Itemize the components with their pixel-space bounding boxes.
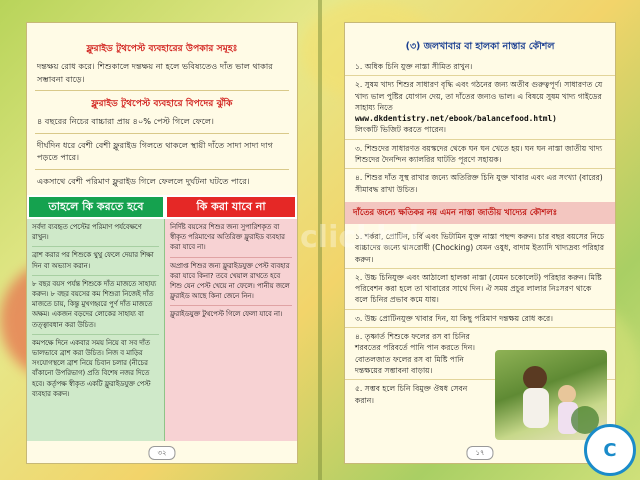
table-header	[27, 195, 297, 219]
safe-snack-heading: দাঁতের জন্যে ক্ষতিকর নয় এমন নাস্তা জাতীয় খাদ্যের কৌশলঃ	[345, 202, 615, 224]
watermark: clickbd	[300, 220, 420, 255]
dont-item: ফ্লুরাইডযুক্ত টুথপেস্ট গিলে ফেলা যাবে না।	[170, 310, 283, 319]
do-dont-table	[27, 219, 297, 441]
left-page	[26, 22, 298, 464]
divider	[35, 90, 289, 91]
page-number: ১৭	[466, 446, 493, 460]
snack-heading: (৩) জলখাবার বা হালকা নাস্তার কৌশল	[405, 41, 555, 52]
do-column	[27, 219, 165, 441]
do-column-header: তাহলে কি করতে হবে	[27, 195, 165, 219]
snack-item: ৩. শিশুদের সাধারণত বয়স্কদের থেকে ঘন ঘন খেতে হয়। ঘন ঘন নাস্তা জাতীয় খাদ্য শিশুদের দৈনন্দিন ক্যালরির ঘাটতি পূরণে সহায়ক।	[345, 140, 615, 170]
snack-item	[345, 76, 615, 139]
safe-snack-item: ২. উচ্চ চিনিযুক্ত এবং আঠালো হালকা নাস্তা (যেমন চকোলেট) পরিহার করুন। মিষ্টি পরিবেশন করা হলে তা খাবারের সাথে দিন। ঐ সময় প্রচুর লালার নিঃসরণ থাকে বলে চিনির প্রভাব কমে যায়।	[345, 269, 615, 310]
risk-text-2: দীর্ঘদিন ধরে বেশী বেশী ফ্লুরাইড গিলতে থাকলে স্থায়ী দাঁতে সাদা সাদা দাগ পড়তে পারে।	[37, 139, 274, 162]
dont-column	[165, 219, 297, 441]
photo-illustration	[495, 350, 607, 440]
risks-heading: ফ্লুরাইড টুথপেস্ট ব্যবহারে বিপদের ঝুঁকি	[91, 98, 233, 109]
mother-child-photo	[495, 350, 607, 440]
benefits-text: দন্তক্ষয় রোধ করে। শিশুকালে দন্তক্ষয় না হলে ভবিষ্যতেও দাঁত ভাল থাকার সম্ভাবনা বাড়ে।	[37, 61, 273, 84]
dont-column-header: কি করা যাবে না	[165, 195, 297, 219]
safe-snack-item: ৪. তৃষ্ণার্ত শিশুকে ফলের রস বা চিনির শরবতের পরিবর্তে পানি পান করতে দিন। বোতলজাত ফলের রস বা মিষ্টি পানি দন্তক্ষয়ের সম্ভাবনা বাড়ায়।	[345, 328, 615, 380]
risk-text-1: ৪ বছরের নিচের বাচ্চারা প্রায় ৪০% পেস্ট গিলে ফেলে।	[37, 116, 214, 126]
benefits-heading: ফ্লুরাইড টুথপেস্ট ব্যবহারের উপকার সমূহঃ	[86, 43, 238, 54]
divider	[35, 169, 289, 170]
page-number: ৩২	[148, 446, 175, 460]
clickbd-logo: C	[584, 424, 636, 476]
snack-item: ১. অধিক চিনি যুক্ত নাস্তা সীমিত রাখুন।	[345, 58, 615, 76]
safe-snack-item: ৩. উচ্চ প্রোটিনযুক্ত খাবার দিন, যা কিছু পরিমাণ দন্তক্ষয় রোধ করে।	[345, 310, 615, 328]
do-item: ৮ বছর বয়স পর্যন্ত শিশুকে দাঁত মাজতে সাহায্য করুন। ৮ বছর বয়সের কম শিশুরা নিজেই দাঁত মাজতে চায়, কিন্তু মুখগহ্বরে পুর্ণ দাঁত মাজতে অক্ষম। একজন বড়দের লোকের সাহায্য বা তত্ত্বাবধান করা উচিত।	[32, 279, 159, 335]
divider	[35, 133, 289, 134]
safe-snack-item: ৫. সম্ভব হলে চিনি বিমুক্ত ঔষধ সেবন করান।	[355, 384, 468, 405]
link-caption: লিংকটি ভিজিট করতে পারেন।	[355, 125, 446, 135]
do-item: কমপক্ষে দিনে একবার সময় নিয়ে বা সব দাঁত ভালভাবে ব্রাশ করা উচিত। নিজ ব মাড়ির সংযোগস্থলে ব্রাশ নিয়ে চিবান চলার (নীচের বাঁকানো উপরিভাগ) প্রতি বিশেষ নজর দিতে হবে। কর্তৃপক্ষ স্বীকৃত একটি ফ্লুরাইডযুক্ত পেস্ট ব্যবহার করুন।	[32, 338, 151, 398]
do-item: ব্রাশ করার পর শিশুকে থুথু ফেলে দেয়ার শিক্ষা দিন বা অভ্যাস করান।	[32, 250, 159, 275]
dont-item: অপ্রাপ্ত শিশুর জন্য ফ্লুরাইডযুক্ত পেস্ট ব্যবহার করা যাবে কিনা? তবে খেয়াল রাখতে হবে শিশু যেন পেস্ট খেয়ে না ফেলে। পানীয় জলে ফ্লুরাইড আছে কিনা জেনে নিন।	[170, 261, 292, 307]
risk-text-3: একসাথে বেশী পরিমাণ ফ্লুরাইড গিলে ফেললে দুর্ঘটনা ঘটতে পারে।	[37, 175, 250, 186]
balance-food-link[interactable]: www.dkdentistry.net/ebook/balancefood.html)	[355, 114, 557, 124]
dont-item: নির্দিষ্ট বয়সের শিশুর জন্য সুপারিশকৃত বা স্বীকৃত পরিমাণের অতিরিক্ত ফ্লুরাইড ব্যবহার করা যাবে না।	[170, 222, 292, 258]
do-item: সর্বদা ব্যবহৃত পেস্টের পরিমাণ পর্যবেক্ষণে রাখুন।	[32, 222, 159, 247]
snack-item-text: ২. সুষম খাদ্য শিশুর সাধারণ বৃদ্ধি এবং গঠনের জন্য অতীব গুরুত্বপূর্ণ। সাধারণত যে খাদ্য ভাল পুষ্টির যোগান দেয়, তা দাঁতের জন্যও ভাল। এ বিষয়ে সুষম খাদ্য গাইডের সাহায্য নিতে	[355, 80, 603, 112]
snack-item: ৪. শিশুর দাঁত সুস্থ রাখার জন্যে অতিরিক্ত চিনি যুক্ত খাবার এবং এর সংখ্যা (বারের) সীমাবদ্ধ রাখা উচিত।	[355, 173, 603, 194]
safe-snack-item: ১. শর্করা, প্রোটিন, চর্বি এবং ভিটামিন যুক্ত নাস্তা পছন্দ করুন। চার বছর বয়সের নিচে বাচ্চাদের জন্যে শ্বাসরোধী (Chocking) যেমন ওষুধ, বাদাম ইত্যাদি খাদ্যদ্রব্য পরিহার করুন।	[345, 228, 615, 269]
